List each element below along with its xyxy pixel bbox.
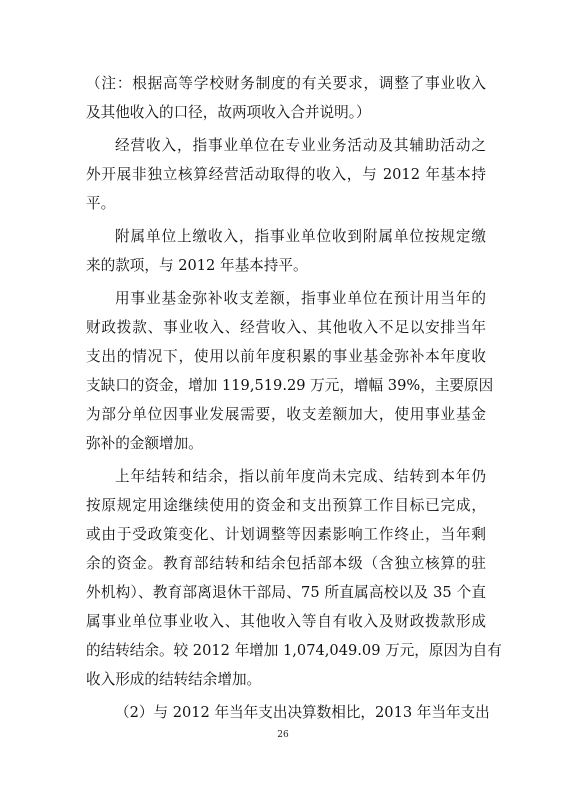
- paragraph-line: 为部分单位因事业发展需要，收支差额加大，使用事业基金: [86, 406, 486, 423]
- page-number: 26: [277, 730, 289, 740]
- paragraph-line: 支缺口的资金，增加 119,519.29 万元，增幅 39%，主要原因: [86, 377, 494, 394]
- paragraph-line: （注：根据高等学校财务制度的有关要求，调整了事业收入: [86, 75, 486, 92]
- paragraph-line: 平。: [86, 195, 116, 212]
- paragraph-line: 按原规定用途继续使用的资金和支出预算工作目标已完成，: [86, 497, 486, 514]
- paragraph-line: 用事业基金弥补收支差额，指事业单位在预计用当年的: [115, 290, 486, 307]
- paragraph-line: 外开展非独立核算经营活动取得的收入，与 2012 年基本持: [86, 166, 486, 183]
- paragraph-line: 属事业单位事业收入、其他收入等自有收入及财政拨款形成: [86, 613, 486, 630]
- paragraph-line: 余的资金。教育部结转和结余包括部本级（含独立核算的驻: [86, 555, 486, 572]
- paragraph-line: 弥补的金额增加。: [86, 435, 203, 452]
- paragraph-line: 财政拨款、事业收入、经营收入、其他收入不足以安排当年: [86, 319, 486, 336]
- paragraph-line: 及其他收入的口径，故两项收入合并说明。）: [86, 104, 371, 121]
- paragraph-line: 经营收入，指事业单位在专业业务活动及其辅助活动之: [115, 137, 486, 154]
- paragraph-line: 支出的情况下，使用以前年度积累的事业基金弥补本年度收: [86, 348, 486, 365]
- paragraph-line: 来的款项，与 2012 年基本持平。: [86, 257, 308, 274]
- paragraph-line: 附属单位上缴收入，指事业单位收到附属单位按规定缴: [115, 228, 486, 245]
- paragraph-line: 外机构）、教育部离退休干部局、75 所直属高校以及 35 个直: [86, 584, 486, 601]
- paragraph-line: 的结转结余。较 2012 年增加 1,074,049.09 万元，原因为自有: [86, 642, 502, 659]
- paragraph-line: 上年结转和结余，指以前年度尚未完成、结转到本年仍: [115, 468, 486, 485]
- paragraph-line: （2）与 2012 年当年支出决算数相比，2013 年当年支出: [115, 704, 490, 721]
- paragraph-line: 收入形成的结转结余增加。: [86, 671, 262, 688]
- paragraph-line: 或由于受政策变化、计划调整等因素影响工作终止，当年剩: [86, 526, 486, 543]
